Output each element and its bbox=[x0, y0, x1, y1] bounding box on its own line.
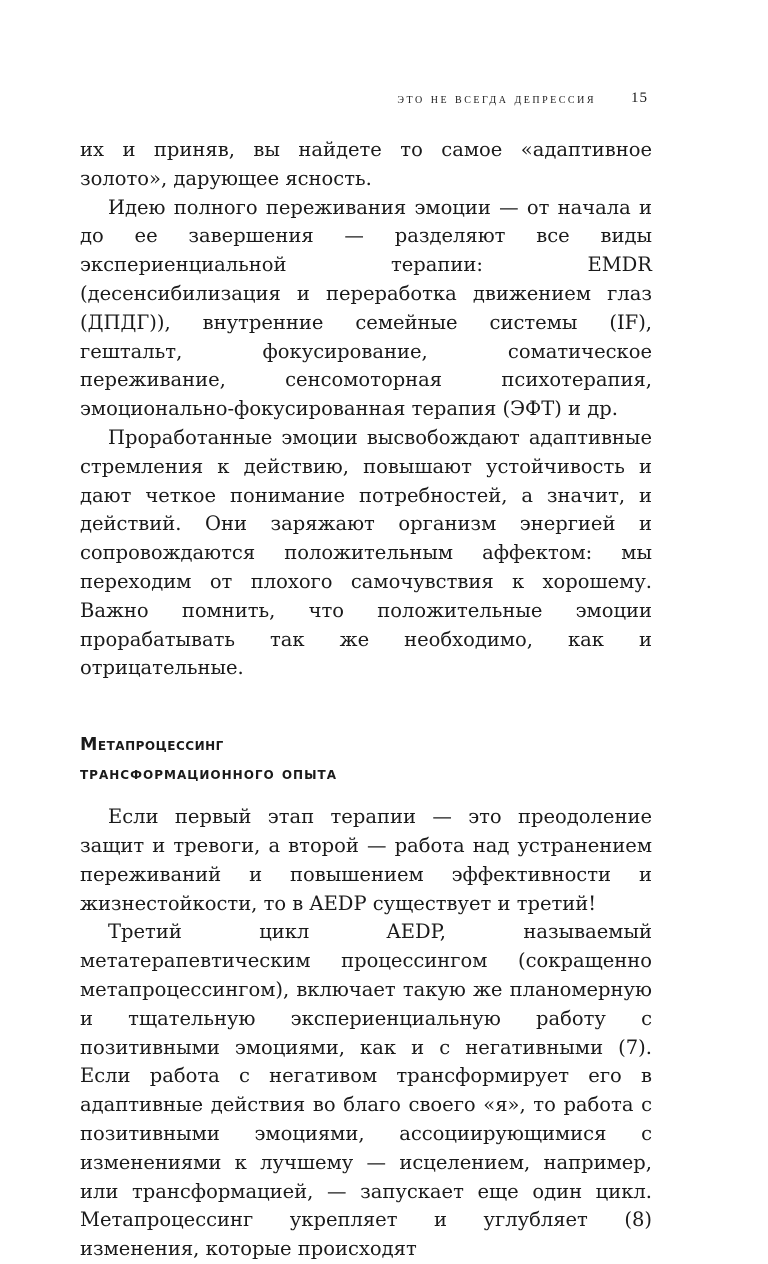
paragraph-experiential-therapies: Идею полного переживания эмоции — от начала и до ее завершения — разделяют все виды экспериенциальной терапии: EMDR (десенсибилизация и переработка движением глаз (ДПДГ)), внутренние семейные системы (IF), гештальт, фокусирование, соматическое переживание, сенсомоторная психотерапия, эмоционально-фокусированная терапия (ЭФТ) и др. bbox=[80, 195, 652, 421]
paragraph-metaprocessing: Третий цикл AEDP, называемый метатерапевтическим процессингом (сокращенно метапроцессингом), включает такую же планомерную и тщательную экспериенциальную работу с позитивными эмоциями, как и с негативными (7). Если работа с негативом трансформирует его в адаптивные действия во благо своего «я», то работа с позитивными эмоциями, ассоциирующимися с изменениями к лучшему — исцелением, например, или трансформацией, — запускает еще один цикл. Метапроцессинг укрепляет и углубляет (8) изменения, которые происходят bbox=[80, 920, 652, 1261]
page-body bbox=[80, 136, 652, 1264]
paragraph-third-stage: Если первый этап терапии — это преодоление защит и тревоги, а второй — работа над устранением переживаний и повышением эффективности и жизнестойкости, то в AEDP существует и третий! bbox=[80, 805, 652, 915]
section-heading-line1: Метапроцессинг bbox=[80, 735, 224, 756]
running-header-title: это не всегда депрессия bbox=[397, 92, 596, 107]
paragraph-processed-emotions: Проработанные эмоции высвобождают адаптивные стремления к действию, повышают устойчивость и дают четкое понимание потребностей, а значит, и действий. Они заряжают организм энергией и сопровождаются положительным аффектом: мы переходим от плохого самочувствия к хорошему. Важно помнить, что положительные эмоции прорабатывать так же необходимо, как и отрицательные. bbox=[80, 425, 652, 680]
section-heading bbox=[80, 731, 652, 789]
section-heading-line2: трансформационного опыта bbox=[80, 764, 337, 785]
paragraph-continuation: их и приняв, вы найдете то самое «адаптивное золото», дарующее ясность. bbox=[80, 138, 652, 190]
page-number: 15 bbox=[631, 90, 648, 106]
